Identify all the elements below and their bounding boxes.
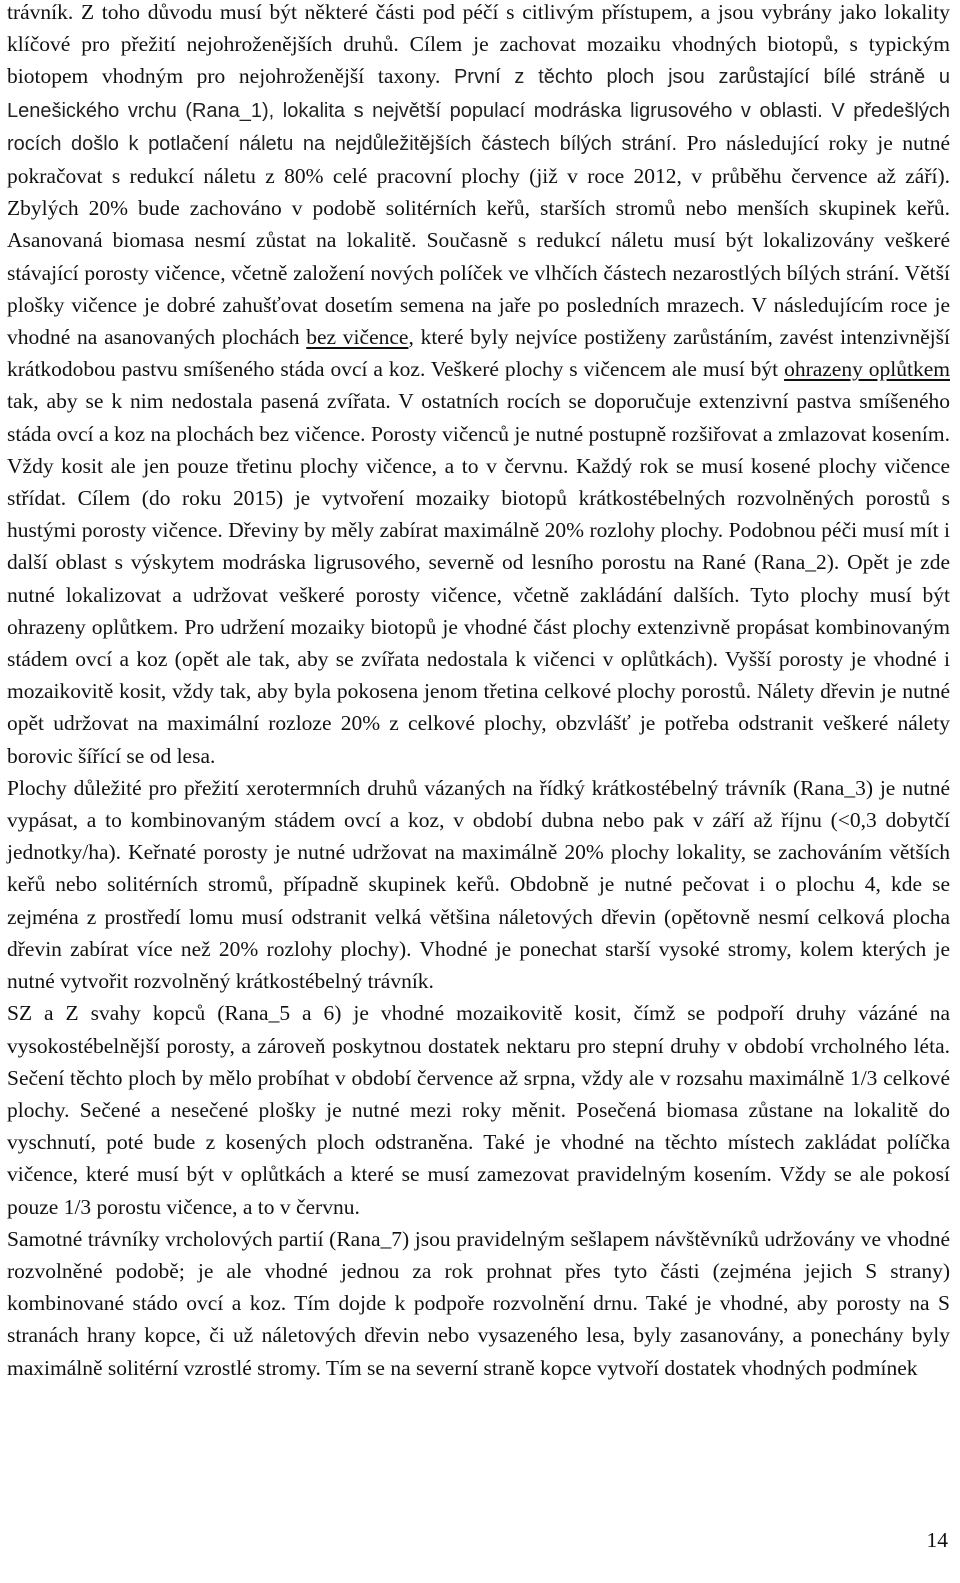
paragraph	[7, 0, 950, 772]
text-segment: Pro následující roky je nutné pokračovat s redukcí náletu z 80% celé pracovní plochy (již v roce 2012, v průběhu července až září). Zbylých 20% bude zachováno v podobě solitérních keřů, starších stromů nebo menších skupinek keřů. Asanovaná biomasa nesmí zůstat na lokalitě. Současně s redukcí náletu musí být lokalizovány veškeré stávající porosty vičence, včetně založení nových políček ve vlhčích částech nezarostlých bílých strání. Větší plošky vičence je dobré zahušťovat dosetím semena na jaře po posledních mrazech. V následujícím roce je vhodné na asanovaných plochách	[7, 130, 950, 350]
text-segment: Plochy důležité pro přežití xerotermních druhů vázaných na řídký krátkostébelný trávník (Rana_3) je nutné vypásat, a to kombinovaným stádem ovcí a koz, v období dubna nebo pak v září až říjnu (<0,3 dobytčí jednotky/ha). Keřnaté porosty je nutné udržovat na maximálně 20% plochy lokality, se zachováním větších keřů nebo solitérních stromů, případně skupinek keřů. Obdobně je nutné pečovat i o plochu 4, kde se zejména z prostředí lomu musí odstranit velká většina náletových dřevin (opětovně nesmí celková plocha dřevin zabírat více než 20% rozlohy plochy). Vhodné je ponechat starší vysoké stromy, kolem kterých je nutné vytvořit rozvolněný krátkostébelný trávník.	[7, 775, 950, 994]
text-segment: tak, aby se k nim nedostala pasená zvířata. V ostatních rocích se doporučuje extenzivní pastva smíšeného stáda ovcí a koz na plochách bez vičence. Porosty vičenců je nutné postupně rozšiřovat a zmlazovat kosením. Vždy kosit ale jen pouze třetinu plochy vičence, a to v červnu. Každý rok se musí kosené plochy vičence střídat. Cílem (do roku 2015) je vytvoření mozaiky biotopů krátkostébelných rozvolněných porostů s hustými porosty vičence. Dřeviny by měly zabírat maximálně 20% rozlohy plochy. Podobnou péči musí mít i další oblast s výskytem modráska ligrusového, severně od lesního porostu na Rané (Rana_2). Opět je zde nutné lokalizovat a udržovat veškeré porosty vičence, včetně zakládání dalších. Tyto plochy musí být ohrazeny oplůtkem. Pro udržení mozaiky biotopů je vhodné část plochy extenzivně propásat kombinovaným stádem ovcí a koz (opět ale tak, aby se zvířata nedostala k vičenci v oplůtkách). Vyšší porosty je vhodné i mozaikovitě kosit, vždy tak, aby byla pokosena jenom třetina celkové plochy porostů. Nálety dřevin je nutné opět udržovat na maximální rozloze 20% z celkové plochy, obzvlášť je potřeba odstranit veškeré nálety borovic šířící se od lesa.	[7, 389, 950, 768]
text-segment: trávník. Z toho důvodu musí být některé části pod péčí s citlivým přístupem, a jsou vybrány jako lokality klíčové pro přežití nejohroženějších druhů. Cílem je zachovat mozaiku vhodných biotopů, s typickým biotopem vhodným pro nejohroženější taxony.	[7, 0, 950, 89]
paragraph	[7, 772, 950, 997]
text-segment: V předešlých rocích došlo k potlačení náletu na nejdůležitějších částech bílých strání.	[7, 99, 950, 155]
text-segment: Samotné trávníky vrcholových partií (Rana_7) jsou pravidelným sešlapem návštěvníků udržovány ve vhodné rozvolněné podobě; je ale vhodné jednou za rok prohnat přes tyto části (zejména jejich S strany) kombinované stádo ovcí a koz. Tím dojde k podpoře rozvolnění drnu. Také je vhodné, aby porosty na S stranách hrany kopce, či už náletových dřevin nebo vysazeného lesa, byly zasanovány, a ponechány byly maximálně solitérní vzrostlé stromy. Tím se na severní straně kopce vytvoří dostatek vhodných podmínek	[7, 1226, 950, 1380]
text-segment: SZ a Z svahy kopců (Rana_5 a 6) je vhodné mozaikovitě kosit, čímž se podpoří druhy vázáné na vysokostébelnější porosty, a zároveň poskytnou dostatek nektaru pro stepní druhy v období vrcholného léta. Sečení těchto ploch by mělo probíhat v období července až srpna, vždy ale v rozsahu maximálně 1/3 celkové plochy. Sečené a nesečené plošky je nutné mezi roky měnit. Posečená biomasa zůstane na lokalitě do vyschnutí, poté bude z kosených ploch odstraněna. Také je vhodné na těchto místech zakládat políčka vičence, které musí být v oplůtkách a které se musí zamezovat pravidelným kosením. Vždy se ale pokosí pouze 1/3 porostu vičence, a to v červnu.	[7, 1001, 950, 1219]
body-text	[7, 0, 950, 1384]
text-segment: ohrazeny oplůtkem	[784, 357, 950, 382]
text-segment: , které byly nejvíce postiženy zarůstáním, zavést intenzivnější krátkodobou pastvu smíšeného stáda ovcí a koz. Veškeré plochy s vičencem ale musí být	[7, 325, 950, 382]
paragraph	[7, 1223, 950, 1384]
text-segment: První z těchto ploch jsou zarůstající bílé stráně u Lenešického vrchu (Rana_1), lokalita s největší populací modráska ligrusového v oblasti.	[7, 66, 950, 122]
text-segment: bez vičence	[306, 325, 409, 350]
paragraph	[7, 997, 950, 1222]
page-number: 14	[926, 1528, 948, 1552]
